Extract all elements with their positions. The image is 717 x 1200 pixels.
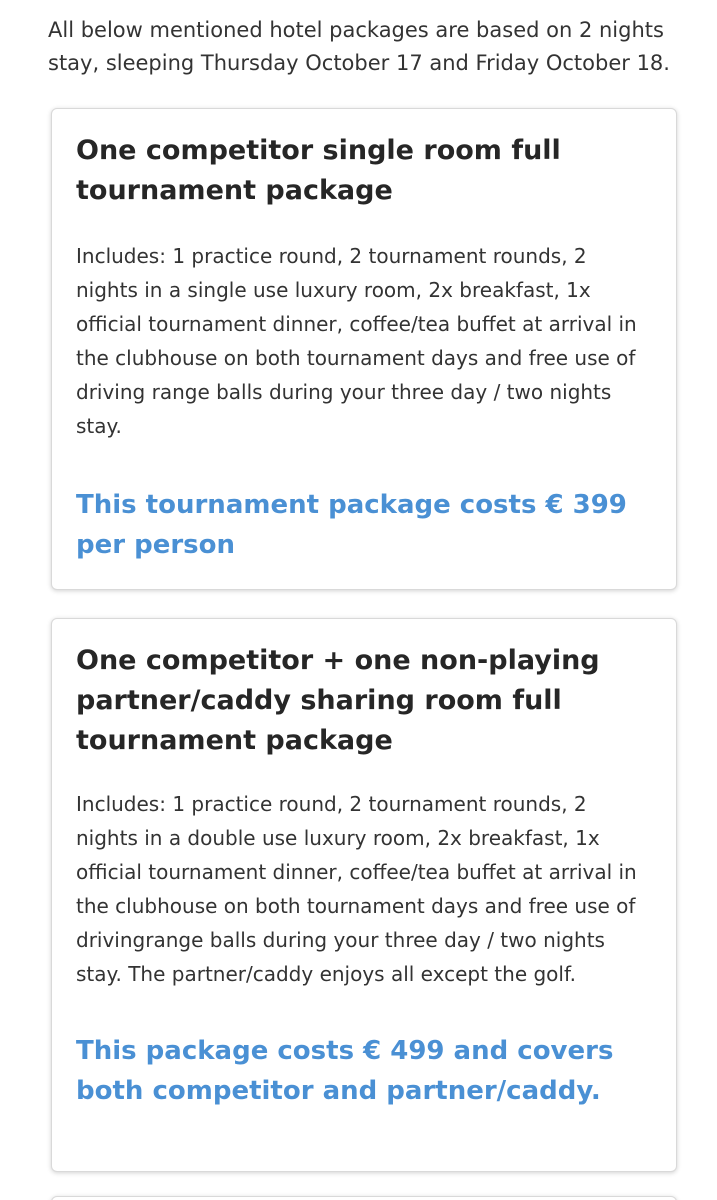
package-description: Includes: 1 practice round, 2 tournament rounds, 2 nights in a single use luxury room, 2x breakfast, 1x official tournament dinner, coffee/tea buffet at arrival in the clubhouse on both tournament days and free use of driving range balls during your three day / two nights stay.	[76, 244, 637, 438]
package-card	[51, 108, 677, 590]
package-description: Includes: 1 practice round, 2 tournament rounds, 2 nights in a double use luxury room, 2x breakfast, 1x official tournament dinner, coffee/tea buffet at arrival in the clubhouse on both tournament days and free use of drivingrange balls during your three day / two nights stay. The partner/caddy enjoys all except the golf.	[76, 792, 637, 986]
package-title: One competitor + one non-playing partner/caddy sharing room full tournament package	[76, 645, 600, 756]
package-card	[51, 618, 677, 1172]
package-card-partial	[51, 1196, 677, 1200]
intro-text: All below mentioned hotel packages are based on 2 nights stay, sleeping Thursday October 17 and Friday October 18.	[48, 18, 670, 75]
package-price: This package costs € 499 and covers both competitor and partner/caddy.	[76, 1036, 614, 1106]
package-title: One competitor single room full tournament package	[76, 135, 561, 206]
package-price: This tournament package costs € 399 per person	[76, 490, 627, 560]
